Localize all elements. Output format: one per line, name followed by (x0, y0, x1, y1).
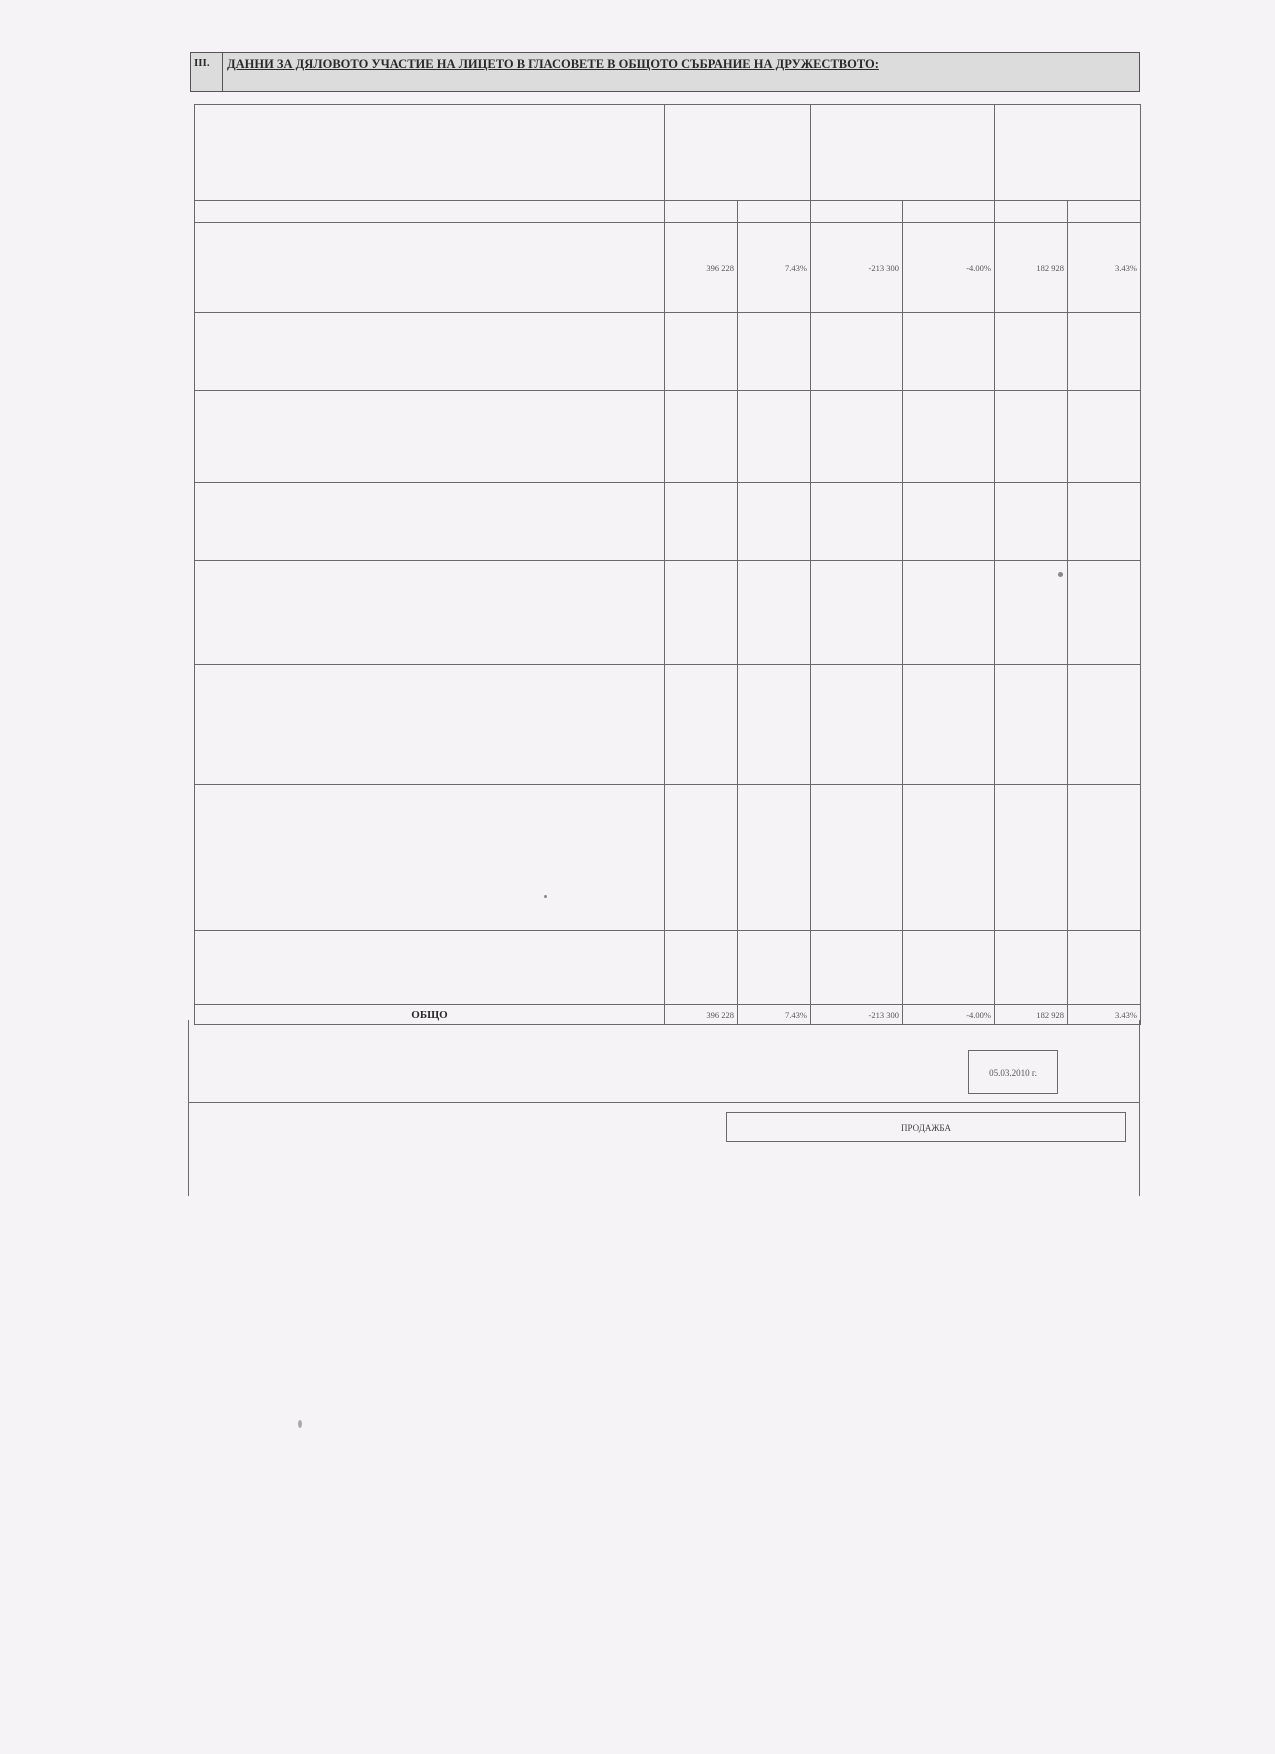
total-change-count: -213 300 (811, 1005, 903, 1025)
current-percent (1068, 483, 1141, 561)
col-current (995, 105, 1141, 201)
frame-divider (188, 1102, 1140, 1103)
change-method-value: ПРОДАЖБА (726, 1112, 1126, 1142)
before-count (665, 931, 738, 1005)
change-count (811, 931, 903, 1005)
scan-speck (544, 895, 547, 898)
row-description (195, 561, 665, 665)
unit-percent (738, 201, 811, 223)
total-before-percent: 7.43% (738, 1005, 811, 1025)
change-percent (903, 313, 995, 391)
total-current-percent: 3.43% (1068, 1005, 1141, 1025)
current-percent (1068, 785, 1141, 931)
before-percent (738, 313, 811, 391)
before-count (665, 391, 738, 483)
row-description (195, 313, 665, 391)
before-percent (738, 785, 811, 931)
row-description (195, 931, 665, 1005)
col-last-change (811, 105, 995, 201)
unit-count (665, 201, 738, 223)
change-count (811, 785, 903, 931)
total-current-count: 182 928 (995, 1005, 1068, 1025)
change-percent (903, 561, 995, 665)
current-count (995, 665, 1068, 785)
total-label: ОБЩО (195, 1005, 665, 1025)
section-header (190, 52, 1140, 92)
unit-percent (1068, 201, 1141, 223)
before-percent: 7.43% (738, 223, 811, 313)
frame-right (1139, 1020, 1140, 1196)
table-row (195, 391, 1141, 483)
current-count (995, 313, 1068, 391)
before-count (665, 313, 738, 391)
table-row (195, 931, 1141, 1005)
frame-left (188, 1020, 189, 1196)
current-percent (1068, 561, 1141, 665)
before-percent (738, 665, 811, 785)
current-count (995, 391, 1068, 483)
before-percent (738, 561, 811, 665)
change-percent (903, 931, 995, 1005)
row-description (195, 223, 665, 313)
before-count (665, 483, 738, 561)
current-count (995, 785, 1068, 931)
current-percent: 3.43% (1068, 223, 1141, 313)
section-number: III. (191, 53, 223, 91)
change-count: -213 300 (811, 223, 903, 313)
unit-count (811, 201, 903, 223)
change-count (811, 391, 903, 483)
table-row (195, 561, 1141, 665)
participation-table (194, 104, 1141, 1025)
change-percent: -4.00% (903, 223, 995, 313)
table-row (195, 665, 1141, 785)
before-count (665, 785, 738, 931)
before-count (665, 561, 738, 665)
table-row (195, 313, 1141, 391)
current-percent (1068, 931, 1141, 1005)
unit-count (995, 201, 1068, 223)
registration-date-value: 05.03.2010 г. (968, 1050, 1058, 1094)
table-row (195, 223, 1141, 313)
scan-speck (1058, 572, 1063, 577)
current-count (995, 931, 1068, 1005)
change-percent (903, 665, 995, 785)
change-count (811, 561, 903, 665)
col-before (665, 105, 811, 201)
table-row (195, 483, 1141, 561)
unit-percent (903, 201, 995, 223)
scan-speck (298, 1420, 302, 1428)
row-description (195, 391, 665, 483)
change-percent (903, 391, 995, 483)
before-count (665, 665, 738, 785)
current-percent (1068, 665, 1141, 785)
unit-row-spacer (195, 201, 665, 223)
current-percent (1068, 313, 1141, 391)
current-count: 182 928 (995, 223, 1068, 313)
current-count (995, 483, 1068, 561)
before-count: 396 228 (665, 223, 738, 313)
total-change-percent: -4.00% (903, 1005, 995, 1025)
before-percent (738, 931, 811, 1005)
change-count (811, 483, 903, 561)
current-percent (1068, 391, 1141, 483)
before-percent (738, 391, 811, 483)
change-percent (903, 785, 995, 931)
current-count (995, 561, 1068, 665)
change-count (811, 313, 903, 391)
section-title: ДАННИ ЗА ДЯЛОВОТО УЧАСТИЕ НА ЛИЦЕТО В ГЛАСОВЕТЕ В ОБЩОТО СЪБРАНИЕ НА ДРУЖЕСТВОТО: (227, 57, 879, 71)
row-description (195, 483, 665, 561)
total-before-count: 396 228 (665, 1005, 738, 1025)
before-percent (738, 483, 811, 561)
change-count (811, 665, 903, 785)
transaction-details (188, 1020, 1140, 1200)
change-percent (903, 483, 995, 561)
col-participation (195, 105, 665, 201)
row-description (195, 785, 665, 931)
row-description (195, 665, 665, 785)
table-row (195, 785, 1141, 931)
